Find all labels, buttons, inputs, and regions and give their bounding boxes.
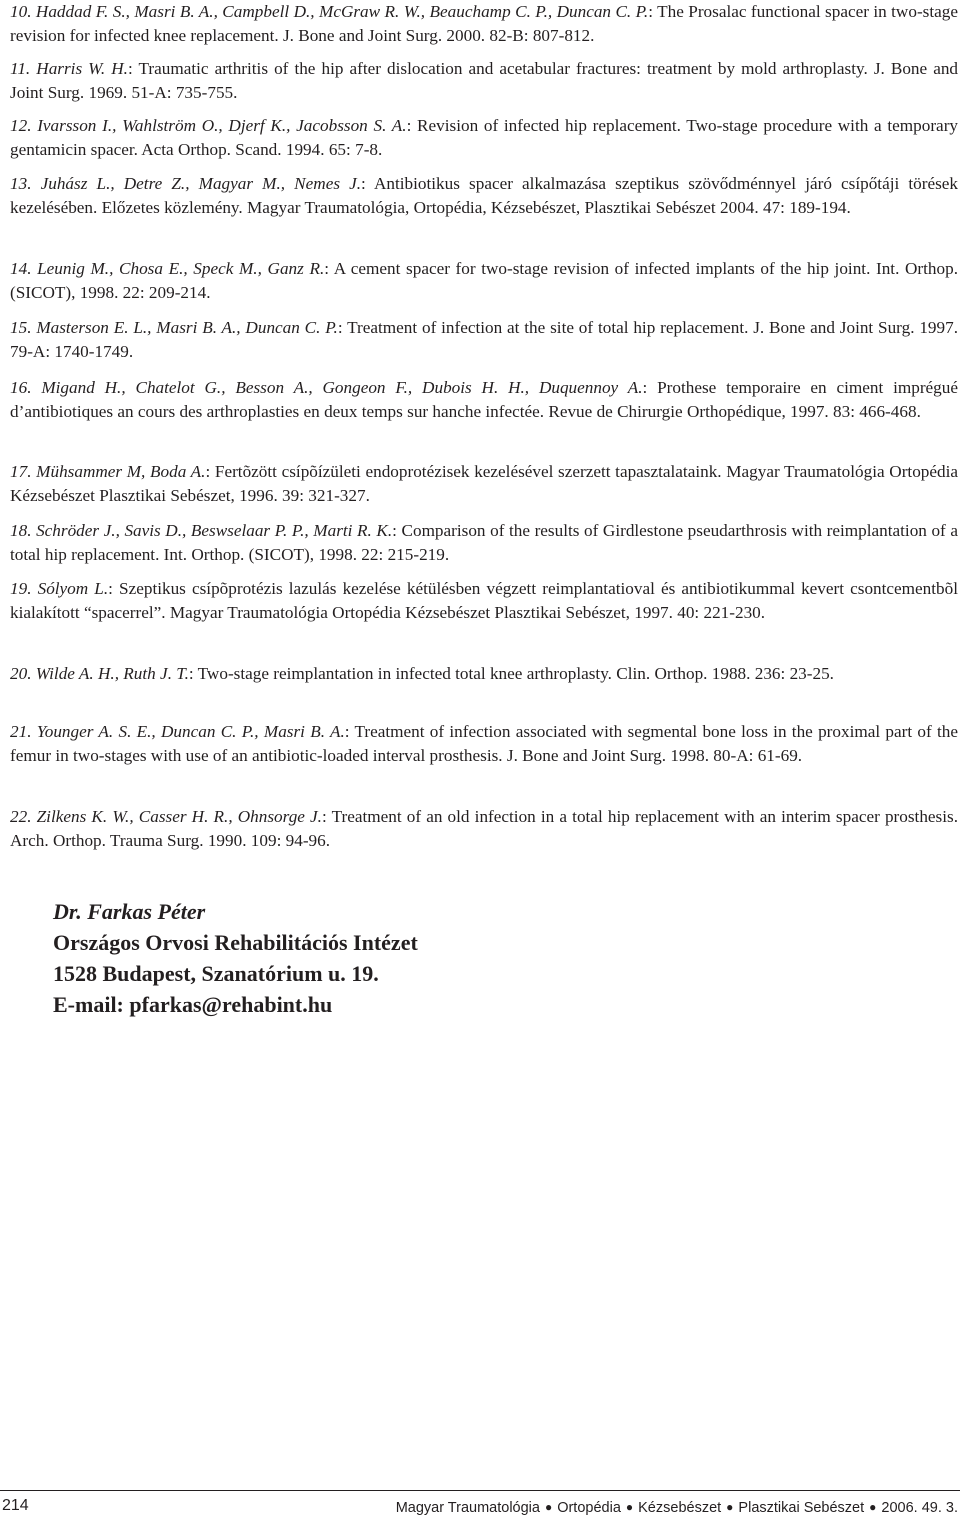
reference-item — [10, 519, 958, 568]
reference-item — [10, 720, 958, 769]
reference-number: 19. — [10, 579, 32, 598]
reference-text: : Treatment of an old infection in a total hip replacement with an interim spacer prosthesis. Arch. Orthop. Trauma Surg. 1990. 109: 94-96. — [10, 807, 958, 851]
reference-item — [10, 172, 958, 221]
reference-item — [10, 662, 958, 686]
reference-authors: Sólyom L. — [37, 579, 109, 598]
reference-authors: Harris W. H. — [36, 59, 128, 78]
reference-authors: Juhász L., Detre Z., Magyar M., Nemes J. — [40, 174, 362, 193]
reference-text: : A cement spacer for two-stage revision of infected implants of the hip joint. Int. Orthop. (SICOT), 1998. 22: 209-214. — [10, 259, 958, 303]
reference-number: 13. — [10, 174, 32, 193]
reference-item — [10, 0, 958, 49]
reference-text: : Two-stage reimplantation in infected total knee arthroplasty. Clin. Orthop. 1988. 236: 23-25. — [188, 664, 834, 683]
reference-number: 10. — [10, 2, 32, 21]
reference-number: 15. — [10, 318, 32, 337]
reference-number: 16. — [10, 378, 32, 397]
reference-text: : Treatment of infection at the site of total hip replacement. J. Bone and Joint Surg. 1997. 79-A: 1740-1749. — [10, 318, 958, 362]
journal-part: Ortopédia — [557, 1500, 621, 1516]
reference-text: : Prothese temporaire en ciment imprégué d’antibiotiques an cours des arthroplasties en deux temps sur hanche infectée. Revue de Chirurgie Orthopédique, 1997. 83: 466-468. — [10, 378, 958, 422]
reference-item — [10, 114, 958, 163]
reference-authors: Younger A. S. E., Duncan C. P., Masri B. A. — [36, 722, 345, 741]
author-contact — [53, 896, 418, 1020]
reference-item — [10, 316, 958, 365]
reference-number: 21. — [10, 722, 32, 741]
reference-item — [10, 257, 958, 306]
page-number: 214 — [2, 1497, 29, 1514]
journal-part: Plasztikai Sebészet — [738, 1500, 865, 1516]
bullet-separator: ● — [625, 1500, 634, 1514]
reference-authors: Wilde A. H., Ruth J. T. — [35, 664, 189, 683]
reference-text: : Szeptikus csípõprotézis lazulás kezelése kétülésben végzett reimplantatioval és antibiotikummal kevert csontcementbõl kialakított “spacerrel”. Magyar Traumatológia Ortopédia Kézsebészet Plasztikai Sebészet, 1997. 40: 221-230. — [10, 579, 958, 623]
reference-item — [10, 460, 958, 509]
reference-text: : The Prosalac functional spacer in two-stage revision for infected knee replacement. J. Bone and Joint Surg. 2000. 82-B: 807-812. — [10, 2, 958, 46]
reference-item — [10, 805, 958, 854]
bullet-separator: ● — [869, 1500, 877, 1514]
reference-text: : Treatment of infection associated with segmental bone loss in the proximal part of the femur in two-stages with use of an antibiotic-loaded interval prosthesis. J. Bone and Joint Surg. 1998. 80-A: 61-69. — [10, 722, 958, 766]
bullet-separator: ● — [726, 1500, 734, 1514]
author-email: E-mail: pfarkas@rehabint.hu — [53, 992, 333, 1017]
reference-item — [10, 376, 958, 425]
footer-divider — [0, 1490, 960, 1491]
reference-number: 18. — [10, 521, 32, 540]
bullet-separator: ● — [544, 1500, 553, 1514]
reference-authors: Migand H., Chatelot G., Besson A., Gongeon F., Dubois H. H., Duquennoy A. — [41, 378, 643, 397]
reference-authors: Masterson E. L., Masri B. A., Duncan C. P. — [36, 318, 338, 337]
reference-item — [10, 57, 958, 106]
reference-number: 14. — [10, 259, 32, 278]
reference-authors: Mühsammer M, Boda A. — [36, 462, 206, 481]
reference-text: : Fertõzött csípõízületi endoprotézisek kezelésével szerzett tapasztalataink. Magyar Traumatológia Ortopédia Kézsebészet Plasztikai Sebészet, 1996. 39: 321-327. — [10, 462, 959, 506]
reference-text: : Comparison of the results of Girdlestone pseudarthrosis with reimplantation of a total hip replacement. Int. Orthop. (SICOT), 1998. 22: 215-219. — [10, 521, 958, 565]
reference-text: : Traumatic arthritis of the hip after dislocation and acetabular fractures: treatment by mold arthroplasty. J. Bone and Joint Surg. 1969. 51-A: 735-755. — [10, 59, 959, 103]
reference-authors: Ivarsson I., Wahlström O., Djerf K., Jacobsson S. A. — [37, 116, 407, 135]
journal-part: Magyar Traumatológia — [395, 1500, 540, 1516]
reference-number: 12. — [10, 116, 32, 135]
reference-number: 20. — [10, 664, 32, 683]
reference-text: : Antibiotikus spacer alkalmazása szeptikus szövődménnyel járó csípőtáji törések kezelésében. Előzetes közlemény. Magyar Traumatológia, Ortopédia, Kézsebészet, Plasztikai Sebészet 2004. 47: 189-194. — [10, 174, 958, 218]
reference-number: 22. — [10, 807, 32, 826]
journal-part: 2006. 49. 3. — [881, 1500, 958, 1516]
journal-footer — [396, 1500, 958, 1516]
reference-authors: Leunig M., Chosa E., Speck M., Ganz R. — [37, 259, 325, 278]
reference-authors: Schröder J., Savis D., Beswselaar P. P., Marti R. K. — [36, 521, 393, 540]
author-name: Dr. Farkas Péter — [53, 899, 206, 924]
author-institute: Országos Orvosi Rehabilitációs Intézet — [53, 930, 418, 955]
reference-item — [10, 577, 958, 626]
author-address: 1528 Budapest, Szanatórium u. 19. — [53, 961, 379, 986]
reference-authors: Haddad F. S., Masri B. A., Campbell D., McGraw R. W., Beauchamp C. P., Duncan C. P. — [35, 2, 649, 21]
reference-text: : Revision of infected hip replacement. Two-stage procedure with a temporary gentamicin spacer. Acta Orthop. Scand. 1994. 65: 7-8. — [10, 116, 959, 160]
reference-number: 17. — [10, 462, 32, 481]
reference-authors: Zilkens K. W., Casser H. R., Ohnsorge J. — [36, 807, 322, 826]
reference-number: 11. — [10, 59, 31, 78]
journal-part: Kézsebészet — [638, 1500, 722, 1516]
